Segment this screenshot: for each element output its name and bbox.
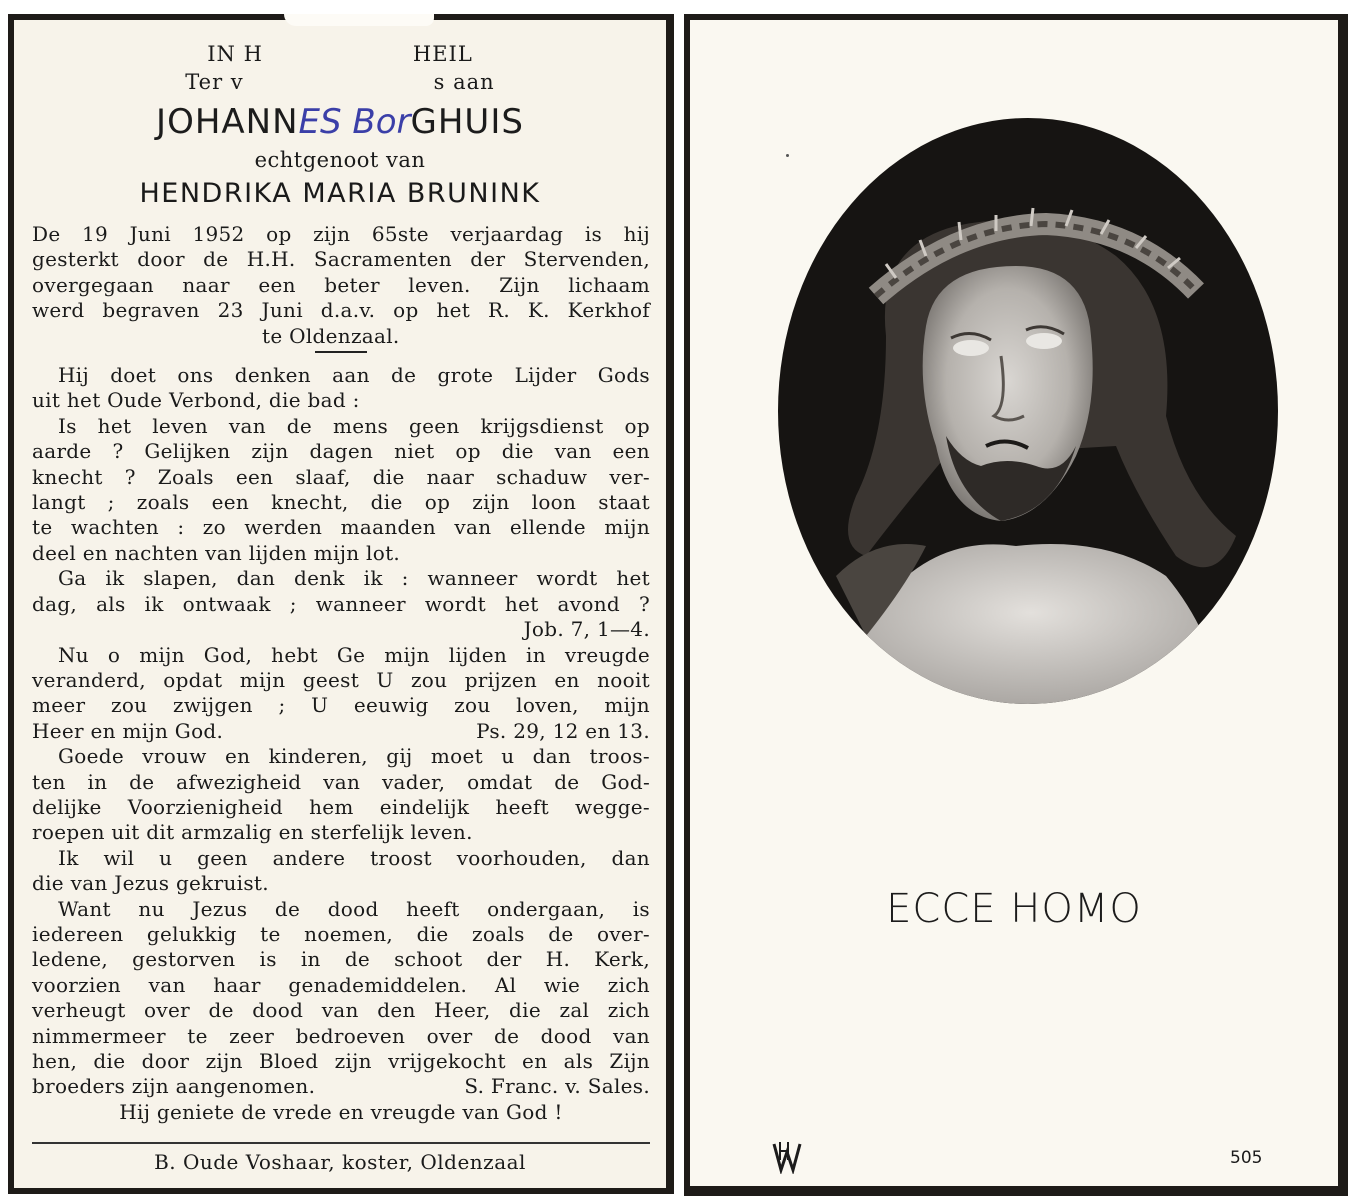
text-line: Want nu Jezus de dood heeft ondergaan, is xyxy=(58,896,650,921)
text-line: nimmermeer te zeer bedroeven over de dood van xyxy=(32,1023,650,1048)
ecce-homo-portrait-icon xyxy=(776,116,1280,706)
closing-line: Hij geniete de vrede en vreugde van God ! xyxy=(119,1099,563,1124)
deceased-name xyxy=(14,102,666,142)
text-line: te wachten : zo werden maanden van ellende mijn xyxy=(32,515,650,540)
header-line-1 xyxy=(14,42,666,66)
text-line: werd begraven 23 Juni d.a.v. op het R. K. Kerkhof xyxy=(32,298,650,323)
deceased-name-printed-right: GHUIS xyxy=(410,102,524,142)
text-line: voorzien van haar genademiddelen. Al wie zich xyxy=(32,972,650,997)
text-line: delijke Voorzienigheid hem eindelijk heeft wegge- xyxy=(32,794,650,819)
text-line: uit het Oude Verbond, die bad : xyxy=(32,388,360,413)
text-line: langt ; zoals een knecht, die op zijn loon staat xyxy=(32,490,650,515)
text-line: hen, die door zijn Bloed zijn vrijgekocht en als Zijn xyxy=(32,1049,650,1073)
header-line-2 xyxy=(14,70,666,94)
text-line-with-citation xyxy=(32,1074,650,1099)
header-line-1-left: IN H xyxy=(207,42,263,66)
text-line: Nu o mijn God, hebt Ge mijn lijden in vreugde xyxy=(58,642,650,667)
text-line: verheugt over de dood van den Heer, die zal zich xyxy=(32,998,650,1023)
text-line: broeders zijn aangenomen. xyxy=(32,1074,316,1099)
vw-monogram-icon xyxy=(772,1140,802,1174)
card-number: 505 xyxy=(1230,1148,1263,1168)
text-line: overgegaan naar een beter leven. Zijn lichaam xyxy=(32,272,650,297)
deceased-name-handwritten: ES Bor xyxy=(298,102,411,142)
text-line: aarde ? Gelijken zijn dagen niet op die van een xyxy=(32,439,650,464)
spouse-name: HENDRIKA MARIA BRUNINK xyxy=(139,178,541,209)
text-line-with-citation xyxy=(32,719,650,744)
torn-edge xyxy=(284,14,434,26)
text-line: die van Jezus gekruist. xyxy=(32,871,269,896)
divider xyxy=(315,351,367,353)
text-line: dag, als ik ontwaak ; wanneer wordt het avond ? xyxy=(32,591,650,616)
text-line: knecht ? Zoals een slaaf, die naar schaduw ver- xyxy=(32,464,650,489)
text-line: iedereen gelukkig te noemen, die zoals de over- xyxy=(32,921,650,946)
citation-psalm: Ps. 29, 12 en 13. xyxy=(476,718,650,743)
deceased-name-printed-left: JOHANN xyxy=(156,102,299,142)
card-title: ECCE HOMO xyxy=(886,886,1142,932)
header-line-1-right: HEIL xyxy=(412,42,473,66)
memorial-text-card xyxy=(8,14,674,1194)
text-line: gesterkt door de H.H. Sacramenten der Stervenden, xyxy=(32,247,650,272)
memorial-body-text xyxy=(32,222,650,1125)
text-line: Ga ik slapen, dan denk ik : wanneer wordt het xyxy=(58,566,650,591)
text-line: te Oldenzaal. xyxy=(262,323,400,348)
text-line: meer zou zwijgen ; U eeuwig zou loven, mijn xyxy=(32,693,650,718)
text-line: Goede vrouw en kinderen, gij moet u dan troos- xyxy=(58,744,650,769)
citation-sales: S. Franc. v. Sales. xyxy=(464,1074,650,1099)
memorial-image-card xyxy=(684,14,1348,1196)
text-line: Ik wil u geen andere troost voorhouden, dan xyxy=(58,845,650,870)
citation-job: Job. 7, 1—4. xyxy=(523,617,650,642)
printer-credit: B. Oude Voshaar, koster, Oldenzaal xyxy=(154,1150,526,1174)
header-line-2-left: Ter v xyxy=(185,70,244,94)
text-line: veranderd, opdat mijn geest U zou prijzen en nooit xyxy=(32,667,650,692)
bottom-rule xyxy=(32,1142,650,1144)
text-line: Heer en mijn God. xyxy=(32,718,224,743)
header-line-2-right: s aan xyxy=(433,70,495,94)
text-line: De 19 Juni 1952 op zijn 65ste verjaardag is hij xyxy=(32,222,650,246)
text-line: deel en nachten van lijden mijn lot. xyxy=(32,540,401,565)
spouse-intro: echtgenoot van xyxy=(254,148,426,172)
text-line: Hij doet ons denken aan de grote Lijder Gods xyxy=(58,363,650,388)
text-line: ten in de afwezigheid van vader, omdat de God- xyxy=(32,769,650,794)
text-line: Is het leven van de mens geen krijgsdienst op xyxy=(58,413,650,438)
text-line: ledene, gestorven is in de schoot der H. Kerk, xyxy=(32,947,650,972)
text-line: roepen uit dit armzalig en sterfelijk leven. xyxy=(32,820,473,845)
